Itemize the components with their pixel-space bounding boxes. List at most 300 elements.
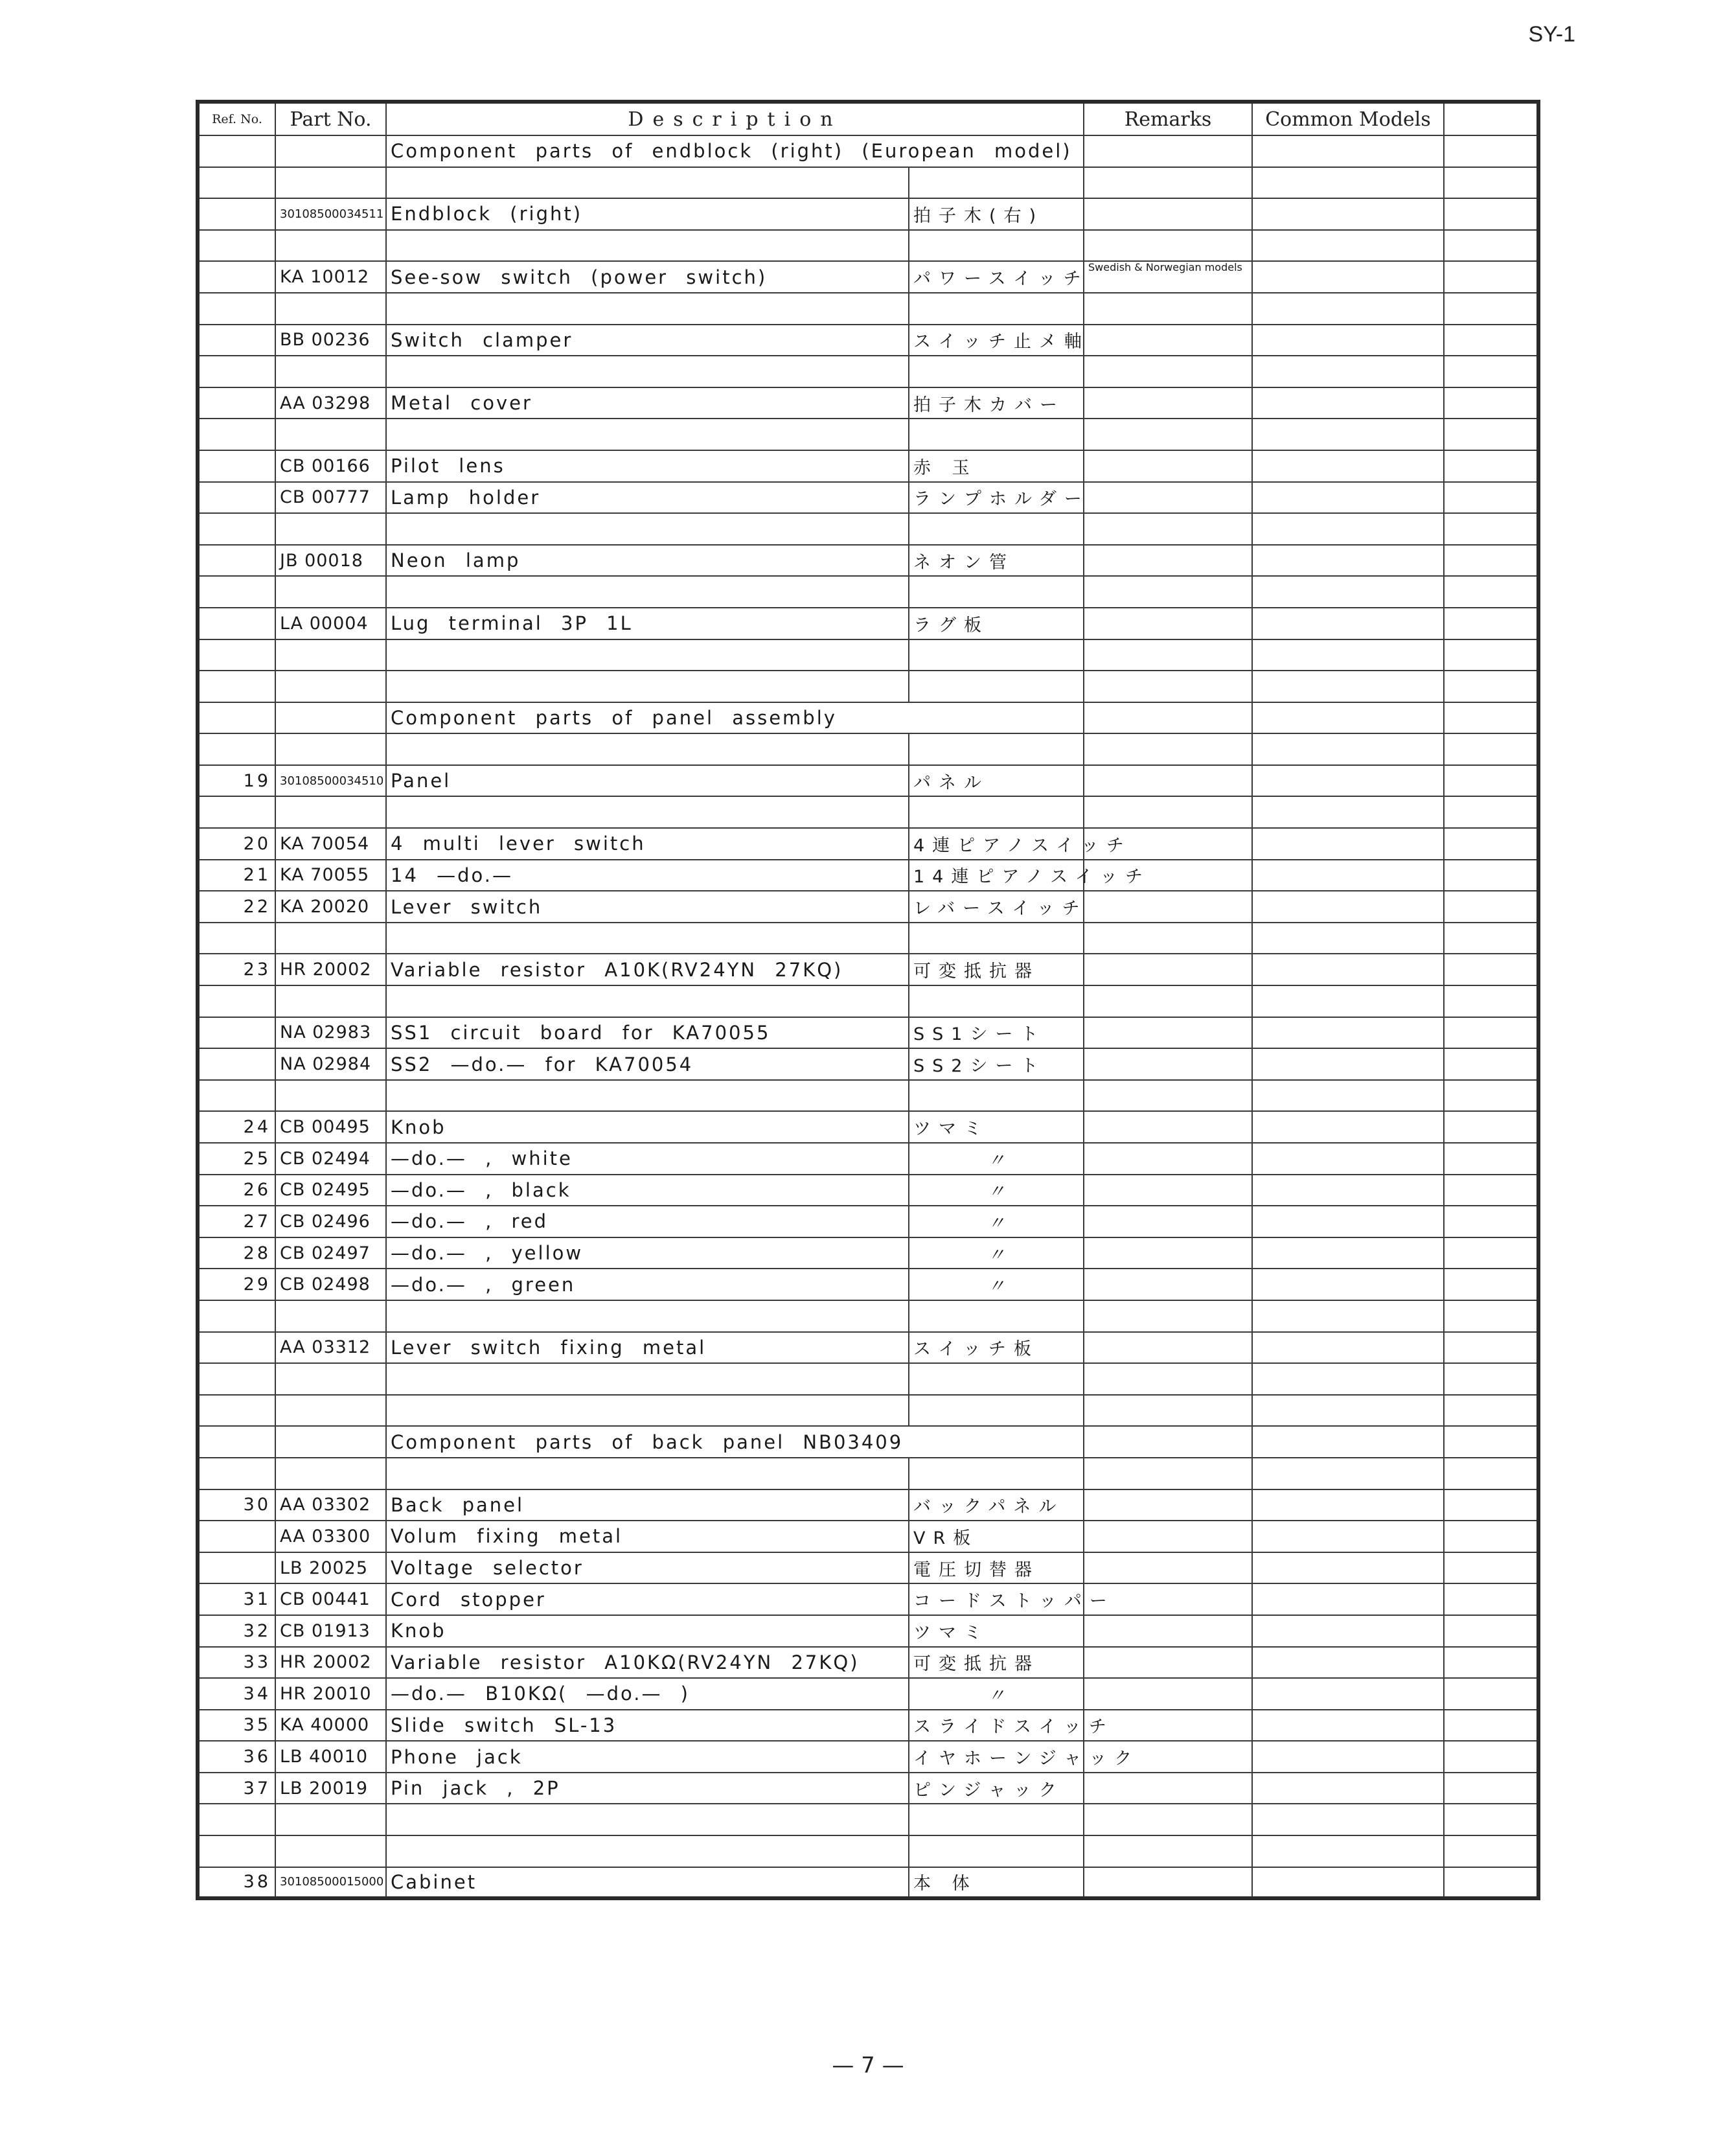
common-models-cell [1252,765,1444,797]
extra-cell [1444,923,1538,954]
japanese-name-cell [909,1080,1084,1112]
remarks-header: Remarks [1084,102,1252,135]
blank-row [198,230,1538,262]
remarks-cell [1084,1017,1252,1049]
description-cell [386,1804,909,1835]
ref-no-cell [198,796,275,828]
description-cell [386,1835,909,1867]
japanese-name-cell: 〃 [909,1678,1084,1710]
common-models-cell [1252,167,1444,199]
part-no-cell [275,733,386,765]
remarks-cell [1084,513,1252,545]
ref-no-cell [198,198,275,230]
remarks-cell [1084,482,1252,514]
extra-cell [1444,1017,1538,1049]
description-cell: —do.— , white [386,1143,909,1175]
ref-no-cell [198,230,275,262]
description-cell: Variable resistor A10KΩ(RV24YN 27KQ) [386,1647,909,1679]
description-cell: —do.— , black [386,1175,909,1206]
common-models-cell [1252,1143,1444,1175]
blank-row [198,985,1538,1017]
part-no-cell [275,702,386,734]
description-cell [386,356,909,387]
extra-cell [1444,356,1538,387]
japanese-name-cell: パワースイッチ [909,261,1084,293]
part-row [198,450,1538,482]
description-cell [386,796,909,828]
description-cell: —do.— B10KΩ( —do.— ) [386,1678,909,1710]
part-no-cell: 30108500034511 [275,198,386,230]
part-row [198,261,1538,293]
ref-no-cell [198,1300,275,1332]
extra-cell [1444,1269,1538,1300]
part-no-cell: LB 20019 [275,1773,386,1804]
description-cell: Metal cover [386,387,909,419]
part-no-cell [275,1426,386,1458]
common-models-cell [1252,1206,1444,1237]
part-row [198,1678,1538,1710]
description-cell: 4 multi lever switch [386,828,909,860]
common-models-cell [1252,356,1444,387]
common-models-cell [1252,513,1444,545]
part-no-cell: NA 02984 [275,1048,386,1080]
remarks-cell [1084,1773,1252,1804]
part-no-cell: 30108500034510 [275,765,386,797]
ref-no-cell [198,261,275,293]
part-row [198,1741,1538,1773]
extra-cell [1444,1363,1538,1395]
extra-cell [1444,1489,1538,1521]
common-models-cell [1252,387,1444,419]
remarks-cell [1084,1111,1252,1143]
remarks-cell [1084,135,1252,167]
part-row [198,1552,1538,1584]
remarks-cell [1084,419,1252,450]
common-models-cell [1252,230,1444,262]
ref-no-cell: 36 [198,1741,275,1773]
part-no-cell: AA 03312 [275,1332,386,1364]
extra-cell [1444,513,1538,545]
remarks-cell [1084,1332,1252,1364]
description-header: Description [386,102,1084,135]
extra-cell [1444,230,1538,262]
part-no-cell: LB 40010 [275,1741,386,1773]
page-code: SY-1 [1528,22,1575,47]
common-models-cell [1252,1175,1444,1206]
part-no-cell [275,293,386,325]
common-models-cell [1252,1710,1444,1741]
common-models-cell [1252,450,1444,482]
japanese-name-cell: コードストッパー [909,1583,1084,1615]
description-cell: Lever switch fixing metal [386,1332,909,1364]
ref-no-cell [198,1363,275,1395]
japanese-name-cell [909,293,1084,325]
ref-no-cell [198,387,275,419]
extra-cell [1444,828,1538,860]
part-row [198,387,1538,419]
part-no-cell [275,671,386,702]
description-cell [386,513,909,545]
description-cell: Cabinet [386,1867,909,1899]
japanese-name-cell [909,1835,1084,1867]
description-cell: Panel [386,765,909,797]
description-cell: SS2 —do.— for KA70054 [386,1048,909,1080]
part-row [198,860,1538,891]
extra-cell [1444,1867,1538,1899]
japanese-name-cell [909,513,1084,545]
extra-cell [1444,1048,1538,1080]
ref-no-cell: 22 [198,891,275,923]
extra-cell [1444,1710,1538,1741]
description-cell [386,1080,909,1112]
ref-no-cell: 34 [198,1678,275,1710]
part-no-cell: KA 70054 [275,828,386,860]
extra-cell [1444,954,1538,985]
remarks-cell [1084,733,1252,765]
description-cell [386,167,909,199]
part-row [198,1647,1538,1679]
part-row [198,1867,1538,1899]
ref-no-cell: 38 [198,1867,275,1899]
description-cell: —do.— , green [386,1269,909,1300]
description-cell: Neon lamp [386,545,909,577]
part-row [198,1206,1538,1237]
common-models-cell [1252,1395,1444,1427]
extra-cell [1444,1835,1538,1867]
part-row [198,1583,1538,1615]
part-no-cell [275,356,386,387]
remarks-cell [1084,1080,1252,1112]
common-models-cell [1252,1363,1444,1395]
common-models-cell [1252,1269,1444,1300]
common-models-cell [1252,733,1444,765]
japanese-name-cell: 〃 [909,1237,1084,1269]
common-models-cell [1252,1080,1444,1112]
part-no-cell [275,576,386,608]
header-row [198,102,1538,135]
extra-cell [1444,1300,1538,1332]
common-models-header: Common Models [1252,102,1444,135]
part-no-cell [275,1363,386,1395]
extra-cell [1444,1206,1538,1237]
remarks-cell [1084,545,1252,577]
blank-row [198,1300,1538,1332]
part-no-cell: KA 10012 [275,261,386,293]
extra-cell [1444,860,1538,891]
part-no-cell [275,1835,386,1867]
description-cell: SS1 circuit board for KA70055 [386,1017,909,1049]
remarks-cell [1084,1867,1252,1899]
extra-cell [1444,1804,1538,1835]
description-cell: Knob [386,1111,909,1143]
description-cell: Knob [386,1615,909,1647]
part-no-cell [275,167,386,199]
extra-cell [1444,325,1538,356]
part-no-cell [275,796,386,828]
common-models-cell [1252,1017,1444,1049]
part-no-cell: CB 02498 [275,1269,386,1300]
part-no-header: Part No. [275,102,386,135]
common-models-cell [1252,1489,1444,1521]
common-models-cell [1252,1237,1444,1269]
extra-cell [1444,639,1538,671]
section-heading-row [198,135,1538,167]
description-cell: Cord stopper [386,1583,909,1615]
common-models-cell [1252,796,1444,828]
blank-row [198,513,1538,545]
ref-no-cell [198,608,275,639]
part-no-cell: HR 20002 [275,1647,386,1679]
description-cell: See-sow switch (power switch) [386,261,909,293]
japanese-name-cell: スイッチ板 [909,1332,1084,1364]
extra-cell [1444,985,1538,1017]
extra-cell [1444,167,1538,199]
extra-cell [1444,1741,1538,1773]
blank-row [198,1458,1538,1489]
part-no-cell [275,135,386,167]
extra-cell [1444,1175,1538,1206]
japanese-name-cell: 4連ピアノスイッチ [909,828,1084,860]
extra-cell [1444,608,1538,639]
common-models-cell [1252,671,1444,702]
section-heading: Component parts of panel assembly [386,702,1084,734]
common-models-cell [1252,482,1444,514]
extra-cell [1444,1426,1538,1458]
extra-cell [1444,576,1538,608]
remarks-cell [1084,1552,1252,1584]
blank-row [198,733,1538,765]
blank-row [198,419,1538,450]
remarks-cell [1084,1363,1252,1395]
extra-cell [1444,796,1538,828]
remarks-cell [1084,198,1252,230]
remarks-cell [1084,1678,1252,1710]
common-models-cell [1252,576,1444,608]
ref-no-cell [198,513,275,545]
part-no-cell: KA 20020 [275,891,386,923]
ref-no-cell [198,923,275,954]
japanese-name-cell [909,639,1084,671]
japanese-name-cell: 赤 玉 [909,450,1084,482]
part-row [198,325,1538,356]
part-row [198,828,1538,860]
ref-no-cell [198,1080,275,1112]
common-models-cell [1252,1678,1444,1710]
part-row [198,1175,1538,1206]
remarks-cell [1084,608,1252,639]
part-no-cell [275,1395,386,1427]
part-row [198,765,1538,797]
part-no-cell [275,1080,386,1112]
extra-cell [1444,702,1538,734]
part-no-cell: LB 20025 [275,1552,386,1584]
japanese-name-cell: 〃 [909,1143,1084,1175]
common-models-cell [1252,1773,1444,1804]
description-cell [386,639,909,671]
description-cell: Voltage selector [386,1552,909,1584]
part-row [198,1111,1538,1143]
remarks-cell [1084,1647,1252,1679]
remarks-cell [1084,1489,1252,1521]
remarks-cell [1084,891,1252,923]
ref-no-cell: 25 [198,1143,275,1175]
extra-cell [1444,1111,1538,1143]
ref-no-cell [198,576,275,608]
japanese-name-cell: スイッチ止メ軸 [909,325,1084,356]
extra-cell [1444,387,1538,419]
part-no-cell: HR 20002 [275,954,386,985]
japanese-name-cell: 電圧切替器 [909,1552,1084,1584]
extra-cell [1444,1615,1538,1647]
common-models-cell [1252,1615,1444,1647]
japanese-name-cell: ツマミ [909,1111,1084,1143]
blank-row [198,576,1538,608]
remarks-cell [1084,1143,1252,1175]
ref-no-cell: 27 [198,1206,275,1237]
part-no-cell: CB 00495 [275,1111,386,1143]
japanese-name-cell: 拍子木(右) [909,198,1084,230]
ref-no-cell: 23 [198,954,275,985]
common-models-cell [1252,1741,1444,1773]
remarks-cell [1084,167,1252,199]
japanese-name-cell [909,230,1084,262]
japanese-name-cell: スライドスイッチ [909,1710,1084,1741]
extra-cell [1444,1080,1538,1112]
part-row [198,1143,1538,1175]
blank-row [198,356,1538,387]
extra-cell [1444,1552,1538,1584]
part-no-cell: HR 20010 [275,1678,386,1710]
ref-no-cell: 30 [198,1489,275,1521]
ref-no-cell [198,733,275,765]
part-row [198,1017,1538,1049]
part-row [198,545,1538,577]
japanese-name-cell [909,576,1084,608]
description-cell [386,230,909,262]
japanese-name-cell: 拍子木カバー [909,387,1084,419]
extra-cell [1444,450,1538,482]
extra-cell [1444,261,1538,293]
extra-cell [1444,1773,1538,1804]
description-cell: Pin jack , 2P [386,1773,909,1804]
part-row [198,608,1538,639]
part-row [198,1237,1538,1269]
japanese-name-cell: ランプホルダー [909,482,1084,514]
part-no-cell: CB 02496 [275,1206,386,1237]
japanese-name-cell: 可変抵抗器 [909,1647,1084,1679]
blank-row [198,923,1538,954]
part-no-cell: JB 00018 [275,545,386,577]
common-models-cell [1252,954,1444,985]
ref-no-cell [198,1017,275,1049]
description-cell: Lever switch [386,891,909,923]
extra-cell [1444,1521,1538,1552]
part-no-cell: KA 70055 [275,860,386,891]
description-cell: 14 —do.— [386,860,909,891]
remarks-cell [1084,450,1252,482]
ref-no-cell: 19 [198,765,275,797]
remarks-cell [1084,702,1252,734]
common-models-cell [1252,860,1444,891]
ref-no-cell [198,1395,275,1427]
ref-no-cell [198,1426,275,1458]
common-models-cell [1252,985,1444,1017]
description-cell: Endblock (right) [386,198,909,230]
ref-no-cell [198,450,275,482]
remarks-cell [1084,671,1252,702]
part-no-cell: KA 40000 [275,1710,386,1741]
ref-no-cell [198,985,275,1017]
ref-no-cell [198,671,275,702]
common-models-cell [1252,1300,1444,1332]
ref-no-cell [198,325,275,356]
part-no-cell [275,1458,386,1489]
japanese-name-cell: ネオン管 [909,545,1084,577]
common-models-cell [1252,639,1444,671]
remarks-cell [1084,985,1252,1017]
remarks-cell [1084,1300,1252,1332]
blank-row [198,639,1538,671]
description-cell [386,923,909,954]
part-no-cell: AA 03302 [275,1489,386,1521]
extra-cell [1444,1237,1538,1269]
description-cell [386,419,909,450]
japanese-name-cell [909,923,1084,954]
description-cell: Variable resistor A10K(RV24YN 27KQ) [386,954,909,985]
ref-no-cell: 32 [198,1615,275,1647]
remarks-cell [1084,387,1252,419]
common-models-cell [1252,702,1444,734]
part-row [198,1521,1538,1552]
part-row [198,482,1538,514]
ref-no-cell: 24 [198,1111,275,1143]
description-cell: Switch clamper [386,325,909,356]
extra-cell [1444,671,1538,702]
extra-cell [1444,765,1538,797]
ref-no-cell: 31 [198,1583,275,1615]
ref-no-cell: 20 [198,828,275,860]
extra-cell [1444,545,1538,577]
ref-no-cell [198,1552,275,1584]
part-no-cell: CB 01913 [275,1615,386,1647]
extra-cell [1444,1332,1538,1364]
part-row [198,1773,1538,1804]
common-models-cell [1252,891,1444,923]
extra-cell [1444,419,1538,450]
description-cell: Lug terminal 3P 1L [386,608,909,639]
remarks-cell [1084,356,1252,387]
part-no-cell: CB 00777 [275,482,386,514]
extra-cell [1444,135,1538,167]
blank-row [198,167,1538,199]
description-cell [386,985,909,1017]
part-no-cell [275,230,386,262]
part-row [198,1269,1538,1300]
description-cell [386,1300,909,1332]
blank-row [198,1395,1538,1427]
common-models-cell [1252,545,1444,577]
japanese-name-cell: レバースイッチ [909,891,1084,923]
japanese-name-cell [909,419,1084,450]
description-cell [386,1458,909,1489]
remarks-cell: Swedish & Norwegian models [1084,261,1252,293]
section-heading: Component parts of endblock (right) (European model) [386,135,1084,167]
part-no-cell: CB 02497 [275,1237,386,1269]
japanese-name-cell: SS2シート [909,1048,1084,1080]
part-no-cell: CB 02495 [275,1175,386,1206]
common-models-cell [1252,1583,1444,1615]
ref-no-cell [198,1521,275,1552]
